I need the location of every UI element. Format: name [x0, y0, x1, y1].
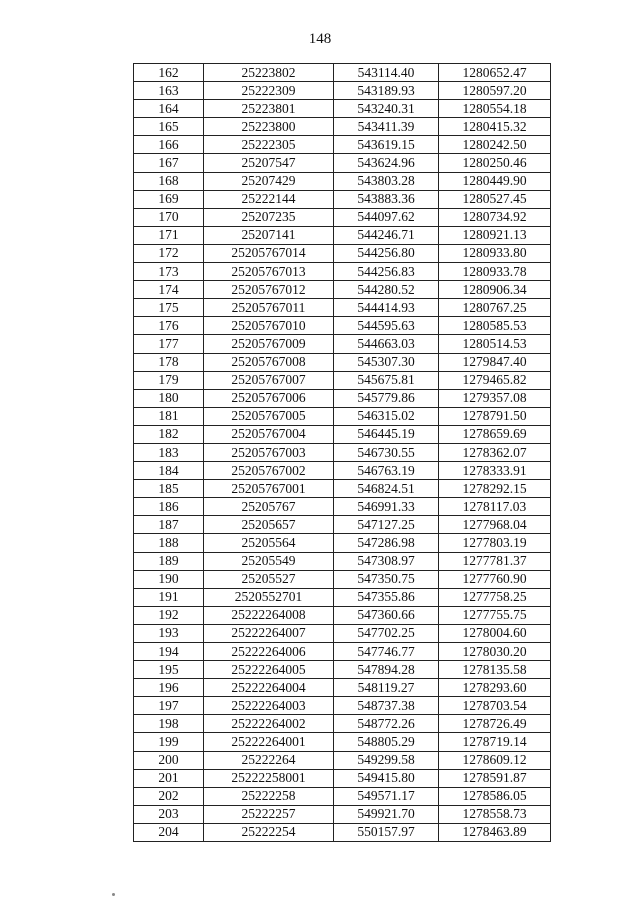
y-coordinate-cell: 1277968.04 — [439, 516, 551, 534]
x-coordinate-cell: 549415.80 — [334, 769, 439, 787]
x-coordinate-cell: 546763.19 — [334, 462, 439, 480]
point-id-cell: 25205767002 — [204, 462, 334, 480]
table-row — [134, 299, 551, 317]
y-coordinate-cell: 1277803.19 — [439, 534, 551, 552]
point-id-cell: 25222264005 — [204, 661, 334, 679]
x-coordinate-cell: 543240.31 — [334, 100, 439, 118]
point-id-cell: 25205767007 — [204, 371, 334, 389]
row-number-cell: 198 — [134, 715, 204, 733]
table-row — [134, 100, 551, 118]
point-id-cell: 25222258 — [204, 787, 334, 805]
x-coordinate-cell: 545307.30 — [334, 353, 439, 371]
point-id-cell: 25222257 — [204, 805, 334, 823]
y-coordinate-cell: 1280585.53 — [439, 317, 551, 335]
row-number-cell: 192 — [134, 606, 204, 624]
row-number-cell: 193 — [134, 624, 204, 642]
y-coordinate-cell: 1277758.25 — [439, 588, 551, 606]
x-coordinate-cell: 544246.71 — [334, 226, 439, 244]
table-row — [134, 480, 551, 498]
table-row — [134, 661, 551, 679]
point-id-cell: 25222258001 — [204, 769, 334, 787]
y-coordinate-cell: 1278117.03 — [439, 498, 551, 516]
x-coordinate-cell: 546315.02 — [334, 407, 439, 425]
table-row — [134, 643, 551, 661]
y-coordinate-cell: 1278591.87 — [439, 769, 551, 787]
y-coordinate-cell: 1280933.80 — [439, 244, 551, 262]
table-row — [134, 136, 551, 154]
table-row — [134, 425, 551, 443]
y-coordinate-cell: 1279847.40 — [439, 353, 551, 371]
x-coordinate-cell: 547308.97 — [334, 552, 439, 570]
x-coordinate-cell: 546824.51 — [334, 480, 439, 498]
table-row — [134, 371, 551, 389]
x-coordinate-cell: 547286.98 — [334, 534, 439, 552]
point-id-cell: 25205767009 — [204, 335, 334, 353]
y-coordinate-cell: 1278609.12 — [439, 751, 551, 769]
row-number-cell: 190 — [134, 570, 204, 588]
point-id-cell: 25222305 — [204, 136, 334, 154]
y-coordinate-cell: 1278292.15 — [439, 480, 551, 498]
row-number-cell: 169 — [134, 190, 204, 208]
row-number-cell: 173 — [134, 263, 204, 281]
row-number-cell: 171 — [134, 226, 204, 244]
y-coordinate-cell: 1278586.05 — [439, 787, 551, 805]
point-id-cell: 25222264006 — [204, 643, 334, 661]
y-coordinate-cell: 1280906.34 — [439, 281, 551, 299]
point-id-cell: 25207235 — [204, 208, 334, 226]
point-id-cell: 25223801 — [204, 100, 334, 118]
y-coordinate-cell: 1278293.60 — [439, 679, 551, 697]
y-coordinate-cell: 1280242.50 — [439, 136, 551, 154]
row-number-cell: 183 — [134, 443, 204, 461]
point-id-cell: 25222264 — [204, 751, 334, 769]
row-number-cell: 170 — [134, 208, 204, 226]
table-row — [134, 154, 551, 172]
y-coordinate-cell: 1279357.08 — [439, 389, 551, 407]
row-number-cell: 184 — [134, 462, 204, 480]
x-coordinate-cell: 543619.15 — [334, 136, 439, 154]
table-row — [134, 82, 551, 100]
row-number-cell: 167 — [134, 154, 204, 172]
y-coordinate-cell: 1280415.32 — [439, 118, 551, 136]
y-coordinate-cell: 1280250.46 — [439, 154, 551, 172]
row-number-cell: 202 — [134, 787, 204, 805]
row-number-cell: 174 — [134, 281, 204, 299]
row-number-cell: 175 — [134, 299, 204, 317]
table-row — [134, 407, 551, 425]
row-number-cell: 186 — [134, 498, 204, 516]
row-number-cell: 163 — [134, 82, 204, 100]
x-coordinate-cell: 544595.63 — [334, 317, 439, 335]
x-coordinate-cell: 545779.86 — [334, 389, 439, 407]
x-coordinate-cell: 546730.55 — [334, 443, 439, 461]
y-coordinate-cell: 1278463.89 — [439, 823, 551, 841]
table-row — [134, 534, 551, 552]
point-id-cell: 25205564 — [204, 534, 334, 552]
x-coordinate-cell: 547702.25 — [334, 624, 439, 642]
table-row — [134, 64, 551, 82]
table-row — [134, 588, 551, 606]
table-row — [134, 733, 551, 751]
point-id-cell: 25205549 — [204, 552, 334, 570]
x-coordinate-cell: 545675.81 — [334, 371, 439, 389]
row-number-cell: 204 — [134, 823, 204, 841]
y-coordinate-cell: 1280767.25 — [439, 299, 551, 317]
point-id-cell: 2520552701 — [204, 588, 334, 606]
point-id-cell: 25205527 — [204, 570, 334, 588]
y-coordinate-cell: 1277755.75 — [439, 606, 551, 624]
point-id-cell: 25205767 — [204, 498, 334, 516]
point-id-cell: 25205767011 — [204, 299, 334, 317]
point-id-cell: 25205767014 — [204, 244, 334, 262]
y-coordinate-cell: 1278004.60 — [439, 624, 551, 642]
row-number-cell: 180 — [134, 389, 204, 407]
table-row — [134, 805, 551, 823]
y-coordinate-cell: 1280514.53 — [439, 335, 551, 353]
row-number-cell: 172 — [134, 244, 204, 262]
x-coordinate-cell: 547350.75 — [334, 570, 439, 588]
table-row — [134, 606, 551, 624]
y-coordinate-cell: 1277781.37 — [439, 552, 551, 570]
row-number-cell: 162 — [134, 64, 204, 82]
y-coordinate-cell: 1278703.54 — [439, 697, 551, 715]
x-coordinate-cell: 550157.97 — [334, 823, 439, 841]
table-row — [134, 823, 551, 841]
table-row — [134, 462, 551, 480]
x-coordinate-cell: 548805.29 — [334, 733, 439, 751]
table-row — [134, 244, 551, 262]
x-coordinate-cell: 543624.96 — [334, 154, 439, 172]
x-coordinate-cell: 547355.86 — [334, 588, 439, 606]
row-number-cell: 201 — [134, 769, 204, 787]
x-coordinate-cell: 544097.62 — [334, 208, 439, 226]
y-coordinate-cell: 1277760.90 — [439, 570, 551, 588]
page-number: 148 — [308, 31, 332, 47]
table-row — [134, 335, 551, 353]
x-coordinate-cell: 549571.17 — [334, 787, 439, 805]
row-number-cell: 182 — [134, 425, 204, 443]
x-coordinate-cell: 544256.80 — [334, 244, 439, 262]
point-id-cell: 25205767006 — [204, 389, 334, 407]
row-number-cell: 176 — [134, 317, 204, 335]
table-row — [134, 118, 551, 136]
x-coordinate-cell: 547360.66 — [334, 606, 439, 624]
y-coordinate-cell: 1278030.20 — [439, 643, 551, 661]
row-number-cell: 177 — [134, 335, 204, 353]
row-number-cell: 194 — [134, 643, 204, 661]
table-row — [134, 226, 551, 244]
table-row — [134, 552, 551, 570]
point-id-cell: 25222264001 — [204, 733, 334, 751]
y-coordinate-cell: 1280734.92 — [439, 208, 551, 226]
row-number-cell: 165 — [134, 118, 204, 136]
y-coordinate-cell: 1278135.58 — [439, 661, 551, 679]
point-id-cell: 25223800 — [204, 118, 334, 136]
table-row — [134, 751, 551, 769]
row-number-cell: 164 — [134, 100, 204, 118]
y-coordinate-cell: 1280597.20 — [439, 82, 551, 100]
row-number-cell: 178 — [134, 353, 204, 371]
row-number-cell: 195 — [134, 661, 204, 679]
x-coordinate-cell: 546445.19 — [334, 425, 439, 443]
table-row — [134, 769, 551, 787]
x-coordinate-cell: 543803.28 — [334, 172, 439, 190]
point-id-cell: 25222264008 — [204, 606, 334, 624]
point-id-cell: 25222144 — [204, 190, 334, 208]
x-coordinate-cell: 543189.93 — [334, 82, 439, 100]
x-coordinate-cell: 547746.77 — [334, 643, 439, 661]
table-row — [134, 516, 551, 534]
table-row — [134, 787, 551, 805]
coordinate-table-body — [134, 64, 551, 842]
scan-speck — [112, 893, 115, 896]
point-id-cell: 25223802 — [204, 64, 334, 82]
y-coordinate-cell: 1279465.82 — [439, 371, 551, 389]
point-id-cell: 25222264003 — [204, 697, 334, 715]
y-coordinate-cell: 1280921.13 — [439, 226, 551, 244]
point-id-cell: 25205767012 — [204, 281, 334, 299]
point-id-cell: 25222264007 — [204, 624, 334, 642]
x-coordinate-cell: 544280.52 — [334, 281, 439, 299]
table-row — [134, 281, 551, 299]
point-id-cell: 25205767013 — [204, 263, 334, 281]
point-id-cell: 25205767010 — [204, 317, 334, 335]
y-coordinate-cell: 1278333.91 — [439, 462, 551, 480]
table-row — [134, 679, 551, 697]
y-coordinate-cell: 1280933.78 — [439, 263, 551, 281]
x-coordinate-cell: 547894.28 — [334, 661, 439, 679]
row-number-cell: 189 — [134, 552, 204, 570]
x-coordinate-cell: 543411.39 — [334, 118, 439, 136]
row-number-cell: 200 — [134, 751, 204, 769]
y-coordinate-cell: 1280554.18 — [439, 100, 551, 118]
table-row — [134, 190, 551, 208]
x-coordinate-cell: 543114.40 — [334, 64, 439, 82]
x-coordinate-cell: 547127.25 — [334, 516, 439, 534]
x-coordinate-cell: 549921.70 — [334, 805, 439, 823]
point-id-cell: 25222264002 — [204, 715, 334, 733]
point-id-cell: 25205767004 — [204, 425, 334, 443]
row-number-cell: 168 — [134, 172, 204, 190]
row-number-cell: 187 — [134, 516, 204, 534]
point-id-cell: 25207547 — [204, 154, 334, 172]
table-row — [134, 208, 551, 226]
row-number-cell: 181 — [134, 407, 204, 425]
row-number-cell: 179 — [134, 371, 204, 389]
y-coordinate-cell: 1278659.69 — [439, 425, 551, 443]
x-coordinate-cell: 544414.93 — [334, 299, 439, 317]
x-coordinate-cell: 544663.03 — [334, 335, 439, 353]
y-coordinate-cell: 1278558.73 — [439, 805, 551, 823]
table-row — [134, 570, 551, 588]
table-row — [134, 317, 551, 335]
row-number-cell: 197 — [134, 697, 204, 715]
table-row — [134, 389, 551, 407]
y-coordinate-cell: 1278719.14 — [439, 733, 551, 751]
x-coordinate-cell: 544256.83 — [334, 263, 439, 281]
row-number-cell: 203 — [134, 805, 204, 823]
coordinate-table — [133, 63, 551, 842]
x-coordinate-cell: 543883.36 — [334, 190, 439, 208]
point-id-cell: 25205767005 — [204, 407, 334, 425]
table-row — [134, 443, 551, 461]
y-coordinate-cell: 1278362.07 — [439, 443, 551, 461]
row-number-cell: 188 — [134, 534, 204, 552]
table-row — [134, 172, 551, 190]
point-id-cell: 25222264004 — [204, 679, 334, 697]
y-coordinate-cell: 1280652.47 — [439, 64, 551, 82]
table-row — [134, 715, 551, 733]
y-coordinate-cell: 1280449.90 — [439, 172, 551, 190]
point-id-cell: 25205657 — [204, 516, 334, 534]
x-coordinate-cell: 548737.38 — [334, 697, 439, 715]
y-coordinate-cell: 1278791.50 — [439, 407, 551, 425]
point-id-cell: 25222254 — [204, 823, 334, 841]
row-number-cell: 199 — [134, 733, 204, 751]
point-id-cell: 25205767008 — [204, 353, 334, 371]
table-row — [134, 353, 551, 371]
x-coordinate-cell: 546991.33 — [334, 498, 439, 516]
x-coordinate-cell: 548772.26 — [334, 715, 439, 733]
y-coordinate-cell: 1280527.45 — [439, 190, 551, 208]
table-row — [134, 624, 551, 642]
point-id-cell: 25205767003 — [204, 443, 334, 461]
point-id-cell: 25205767001 — [204, 480, 334, 498]
row-number-cell: 166 — [134, 136, 204, 154]
point-id-cell: 25207429 — [204, 172, 334, 190]
table-row — [134, 498, 551, 516]
row-number-cell: 196 — [134, 679, 204, 697]
x-coordinate-cell: 548119.27 — [334, 679, 439, 697]
table-row — [134, 697, 551, 715]
table-row — [134, 263, 551, 281]
row-number-cell: 185 — [134, 480, 204, 498]
point-id-cell: 25207141 — [204, 226, 334, 244]
y-coordinate-cell: 1278726.49 — [439, 715, 551, 733]
x-coordinate-cell: 549299.58 — [334, 751, 439, 769]
row-number-cell: 191 — [134, 588, 204, 606]
point-id-cell: 25222309 — [204, 82, 334, 100]
